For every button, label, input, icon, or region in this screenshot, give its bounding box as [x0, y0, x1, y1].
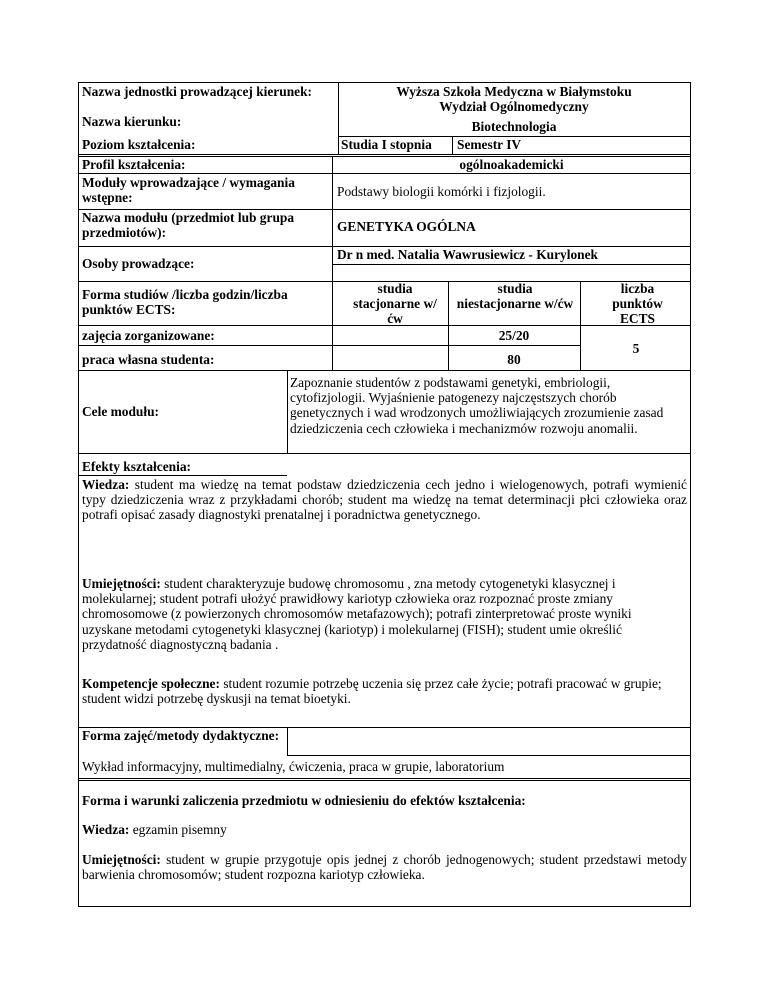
- ects-value: 5: [632, 341, 640, 356]
- prerequisites-value: Podstawy biologii komórki i fizjologii.: [337, 184, 546, 199]
- study-form-part-time: studia niestacjonarne w/ćw: [456, 281, 574, 312]
- level-value: Studia I stopnia: [341, 137, 432, 152]
- profile-label: Profil kształcenia:: [82, 157, 186, 172]
- assessment-skills-text: student w grupie przygotuje opis jednej z chorób jednogenowych; student przedstawi metody barwienia chromosomów; student rozpozna kariotyp człowieka.: [82, 852, 687, 883]
- course-value: Biotechnologia: [471, 119, 557, 134]
- outcomes-skills: [82, 576, 682, 652]
- methods-text: Wykład informacyjny, multimedialny, ćwiczenia, praca w grupie, laboratorium: [82, 759, 505, 774]
- module-value: GENETYKA OGÓLNA: [337, 219, 476, 234]
- organized-label: zajęcia zorganizowane:: [82, 328, 215, 343]
- assessment-skills: [82, 852, 687, 882]
- lecturers-label: Osoby prowadzące:: [82, 256, 195, 271]
- outcomes-title: Efekty kształcenia:: [82, 459, 191, 474]
- outcomes-competence-label: Kompetencje społeczne:: [82, 676, 220, 691]
- assessment-title: Forma i warunki zaliczenia przedmiotu w odniesieniu do efektów kształcenia:: [82, 793, 526, 808]
- goals-label: Cele modułu:: [82, 404, 159, 419]
- semester-value: Semestr IV: [457, 137, 522, 152]
- outcomes-knowledge-label: Wiedza:: [82, 477, 130, 492]
- assessment-knowledge-label: Wiedza:: [82, 822, 130, 837]
- study-form-ects: liczba punktów ECTS: [612, 281, 663, 327]
- self-study-label: praca własna studenta:: [82, 352, 215, 367]
- profile-value: ogólnoakademicki: [459, 157, 564, 172]
- assessment-knowledge-text: egzamin pisemny: [129, 822, 227, 837]
- study-form-full-time: studia stacjonarne w/ćw: [353, 281, 437, 327]
- course-label: Nazwa kierunku:: [82, 114, 182, 129]
- outcomes-skills-label: Umiejętności:: [82, 576, 161, 591]
- study-form-label: Forma studiów /liczba godzin/liczba punktów ECTS:: [82, 287, 288, 318]
- outcomes-knowledge: [82, 477, 687, 523]
- prerequisites-label: Moduły wprowadzające / wymagania wstępne:: [82, 175, 295, 206]
- assessment-skills-label: Umiejętności:: [82, 852, 161, 867]
- module-label: Nazwa modułu (przedmiot lub grupa przedmiotów):: [82, 210, 295, 241]
- outcomes-knowledge-text: student ma wiedzę na temat podstaw dziedziczenia cech jedno i wielogenowych, potrafi wymienić typy dziedziczenia wraz z przykładami chorób; student ma wiedzę na temat determinacji płci człowieka oraz potrafi opisać zasady diagnostyki prenatalnej i poradnictwa genetycznego.: [82, 477, 687, 523]
- outcomes-competence: [82, 676, 682, 706]
- self-study-value: 80: [507, 352, 521, 367]
- methods-title: Forma zajęć/metody dydaktyczne:: [82, 728, 280, 743]
- level-label: Poziom kształcenia:: [82, 137, 196, 152]
- unit-label: Nazwa jednostki prowadzącej kierunek:: [82, 84, 312, 99]
- unit-value-school: Wyższa Szkoła Medyczna w Białymstoku: [396, 84, 632, 99]
- outcomes-skills-text: student charakteryzuje budowę chromosomu , zna metody cytogenetyki klasycznej i molekularnej; student potrafi ułożyć prawidłowy kariotyp człowieka oraz rozpoznać proste zmiany chromosomowe (z powierzonych chromosomów metafazowych); potrafi zinterpretować proste wyniki uzyskane metodami cytogenetyki klasycznej (kariotyp) i molekularnej (FISH); student umie określić przydatność diagnostyczną badania .: [82, 576, 632, 652]
- lecturers-value: Dr n med. Natalia Wawrusiewicz - Kurylonek: [337, 247, 598, 262]
- goals-text: Zapoznanie studentów z podstawami genetyki, embriologii, cytofizjologii. Wyjaśnienie patogenezy najczęstszych chorób genetycznych i wad wrodzonych umożliwiających zrozumienie zasad dziedziczenia cech człowieka i mechanizmów rozwoju anomalii.: [290, 375, 664, 436]
- organized-value: 25/20: [498, 328, 530, 343]
- outcomes-competence-text: student rozumie potrzebę uczenia się przez całe życie; potrafi pracować w grupie; student widzi potrzebę dyskusji na temat bioetyki.: [82, 676, 662, 707]
- assessment-knowledge: [82, 822, 227, 837]
- unit-value-faculty: Wydział Ogólnomedyczny: [439, 99, 589, 114]
